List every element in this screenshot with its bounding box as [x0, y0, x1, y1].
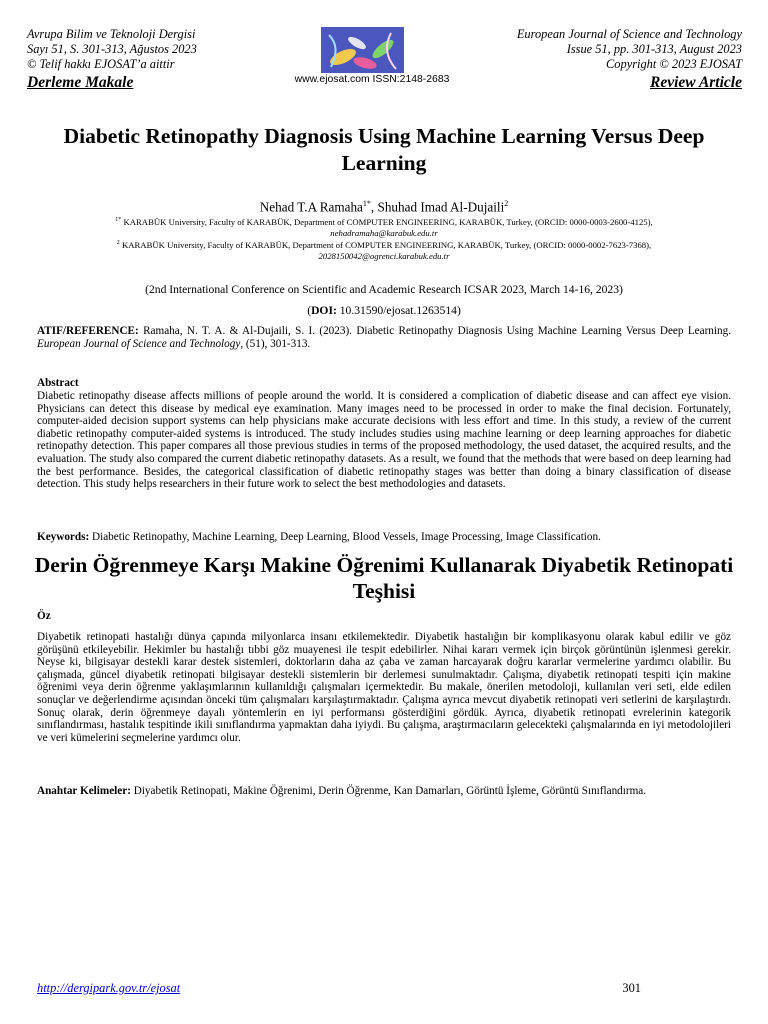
doi-value[interactable]: 10.31590/ejosat.1263514) — [336, 304, 461, 317]
authors — [0, 199, 768, 215]
issue-info-en: Issue 51, pp. 301-313, August 2023 — [566, 42, 742, 56]
doi-label: DOI: — [311, 304, 337, 317]
author-1: Nehad T.A Ramaha — [259, 199, 363, 215]
paper-title: Diabetic Retinopathy Diagnosis Using Machine Learning Versus Deep Learning — [63, 124, 705, 175]
affiliation-1-email[interactable]: nehadramaha@karabuk.edu.tr — [330, 227, 438, 238]
issue-info-tr: Sayı 51, S. 301-313, Ağustos 2023 — [27, 42, 197, 56]
citation-text: Ramaha, N. T. A. & Al-Dujaili, S. I. (2023). Diabetic Retinopathy Diagnosis Using Machine Learning Versus Deep Learning. — [138, 325, 731, 337]
abstract-heading: Abstract — [37, 377, 79, 389]
abstract-text: Diabetic retinopathy disease affects millions of people around the world. It is considered a complication of diabetic disease and can affect eye vision. Physicians can detect this disease by medical eye examination. Many images need to be processed in order to make the final decision. Fortunately, computer-aided decision support systems can help physicians make accurate decisions with less effort and time. In this study, a review of the current diabetic retinopathy computer-aided systems is introduced. The study includes studies using machine learning or deep learning approaches for diabetic retinopathy detection. This paper compares all those previous studies in terms of the proposed methodology, the used dataset, the acquired results, and the evaluation. The study also compared the current diabetic retinopathy datasets. As a result, we found that the methods that were based on deep learning had the best performance. Besides, the categorical classification of diabetic retinopathy stages was better than doing a binary classification of disease detection. This study helps researchers in their future work to select the best methodologies and datasets. — [37, 390, 731, 491]
citation-journal: European Journal of Science and Technology — [37, 337, 241, 350]
anahtar-label: Anahtar Kelimeler: — [37, 785, 131, 797]
affiliation-1 — [40, 215, 728, 239]
doi — [0, 304, 768, 317]
page-number: 301 — [622, 981, 641, 995]
paper-title-tr: Derin Öğrenmeye Karşı Makine Öğrenimi Kullanarak Diyabetik Retinopati Teşhisi — [34, 553, 734, 603]
keywords — [37, 531, 731, 544]
oz-heading: Öz — [37, 610, 51, 622]
conference-note: (2nd International Conference on Scientific and Academic Research ICSAR 2023, March 14-16, 2023) — [145, 283, 623, 296]
citation-label: ATIF/REFERENCE: — [37, 325, 139, 337]
journal-name-en: European Journal of Science and Technology — [516, 27, 742, 41]
affiliation-2-sup: 2 — [116, 240, 120, 246]
header-right — [517, 27, 742, 90]
oz-text: Diyabetik retinopati hastalığı dünya çapında milyonlarca insanı etkilemektedir. Diyabetik hastalığın bir komplikasyonu olarak kabul edilir ve göz görüşünü etkileyebilir. Hekimler bu hastalığı tıbbi göz muayenesi ile tespit edebilirler. Nihai kararı vermek için birçok görüntünün işlenmesi gerekir. Neyse ki, bilgisayar destekli karar destek sistemleri, doktorların daha az çaba ve zaman harcayarak doğru kararlar vermelerine yardımcı olabilir. Bu çalışmada, güncel diyabetik retinopati bilgisayar destekli sistemlerin bir derlemesi sunulmaktadır. Çalışma, diyabetik retinopati tespiti için makine öğrenimi veya derin öğrenme yaklaşımlarının kullanıldığı çalışmaları içermektedir. Bu makale, önerilen metodoloji, kullanılan veri seti, elde edilen sonuçlar ve değerlendirme açısından önceki tüm çalışmaları karşılaştırmaktadır. Çalışma ayrıca mevcut diyabetik retinopati veri setlerini de karşılaştırdı. Sonuç olarak, derin öğrenmeye dayalı yöntemlerin en iyi performansı gösterdiğini gördük. Ayrıca, diyabetik retinopati evrelerinin kategorik sınıflandırması, hastalık tespitinde ikili sınıflandırma yapmaktan daha iyiydi. Bu çalışma, araştırmacıların gelecekteki çalışmalarında en iyi metodolojileri ve veri kümelerini seçmelerine yardımcı olur. — [37, 631, 731, 744]
anahtar-kelimeler — [37, 785, 731, 798]
footer-link[interactable]: http://dergipark.gov.tr/ejosat — [37, 981, 181, 995]
site-issn: www.ejosat.com ISSN:2148-2683 — [294, 74, 450, 85]
affiliation-1-text: KARABÜK University, Faculty of KARABÜK, Department of COMPUTER ENGINEERING, KARABÜK, Turkey, (ORCID: 0000-0003-2600-4125), — [121, 216, 653, 227]
header-left — [27, 27, 197, 90]
author-1-sup: 1* — [362, 199, 371, 208]
keywords-text: Diabetic Retinopathy, Machine Learning, Deep Learning, Blood Vessels, Image Processing, Image Classification. — [89, 531, 601, 543]
copyright-en: Copyright © 2023 EJOSAT — [606, 57, 742, 71]
affiliation-2-text: KARABÜK University, Faculty of KARABÜK, Department of COMPUTER ENGINEERING, KARABÜK, Turkey, (ORCID: 0000-0002-7623-7368), — [119, 239, 652, 250]
journal-name-tr: Avrupa Bilim ve Teknoloji Dergisi — [27, 27, 196, 41]
affiliation-1-sup: 1* — [115, 217, 122, 223]
article-type-en: Review Article — [650, 74, 742, 91]
anahtar-text: Diyabetik Retinopati, Makine Öğrenimi, Derin Öğrenme, Kan Damarları, Görüntü İşleme, Görüntü Sınıflandırma. — [130, 785, 647, 797]
citation-tail: , (51), 301-313. — [240, 337, 311, 350]
doi-open: ( — [307, 304, 312, 317]
copyright-tr: © Telif hakkı EJOSAT’a aittir — [27, 57, 175, 71]
author-separator: , — [370, 199, 378, 215]
journal-logo — [321, 27, 404, 73]
keywords-label: Keywords: — [37, 531, 90, 543]
article-type-tr: Derleme Makale — [27, 74, 134, 91]
citation — [37, 325, 731, 350]
affiliation-2-email[interactable]: 2028150042@ogrenci.karabuk.edu.tr — [318, 250, 450, 261]
author-2-sup: 2 — [504, 199, 509, 208]
affiliation-2 — [40, 238, 728, 262]
author-2: Shuhad Imad Al-Dujaili — [377, 199, 505, 215]
